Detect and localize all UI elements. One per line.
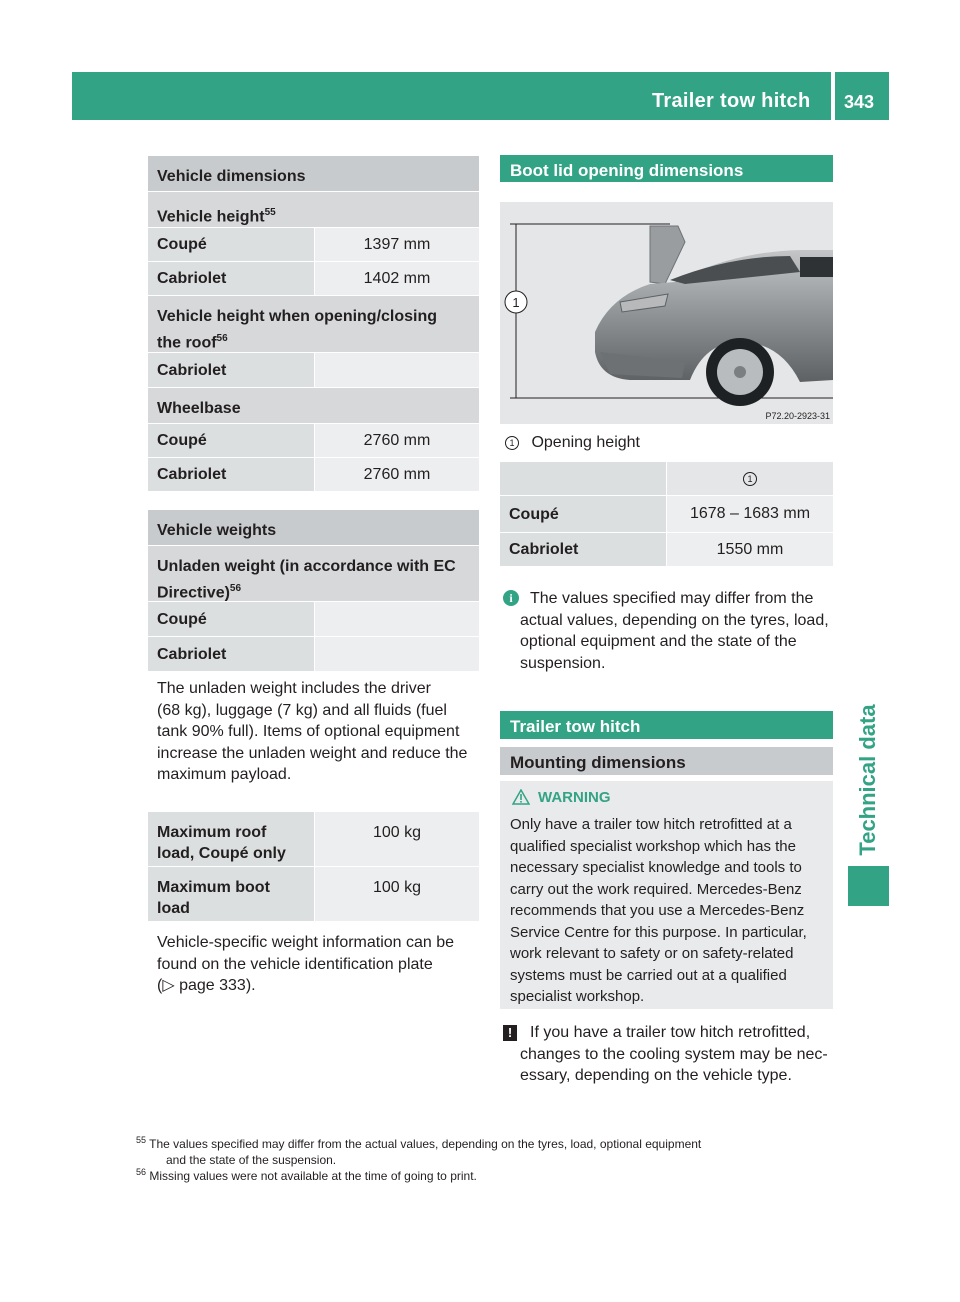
callout-legend: 1 Opening height (505, 432, 640, 454)
table-row-value (315, 602, 479, 636)
table-header-callout: 1 (667, 462, 833, 495)
table-row-label: Cabriolet (148, 262, 315, 295)
wheelbase-heading: Wheelbase (148, 388, 479, 423)
vehicle-weights-table (148, 510, 479, 672)
table-title: Vehicle dimensions (148, 156, 479, 191)
table-row-label: Coupé (148, 228, 315, 261)
unladen-paragraph: The unladen weight includes the driver (68 kg), luggage (7 kg) and all fluids (fuel tank 90% full). Items of optional equipment increase the unladen weight and reduce the maximum payload. (157, 680, 468, 783)
plate-paragraph: Vehicle-specific weight information can be found on the vehicle identification plate (▷ page 333). (157, 934, 455, 994)
info-note: The values specified may differ from the actual values, depending on the tyres, load, optional equipment and the state of the suspension. (520, 590, 829, 672)
image-code: P72.20-2923-31 (765, 411, 830, 421)
car-rear-illustration (500, 202, 833, 424)
table-row-label: Coupé (500, 496, 667, 532)
page-number: 343 (844, 92, 875, 112)
table-row-value: 1402 mm (315, 262, 479, 295)
notice-paragraph: If you have a trailer tow hitch retrofitted, changes to the cooling system may be nec- essary, depending on the vehicle type. (520, 1024, 828, 1084)
table-row-label: Cabriolet (500, 533, 667, 566)
table-row-value: 100 kg (315, 867, 479, 921)
table-row-label: Maximum boot load (148, 867, 315, 921)
table-row-value: 2760 mm (315, 458, 479, 491)
table-row-value: 1550 mm (667, 533, 833, 566)
table-row-label: Maximum roof load, Coupé only (148, 812, 315, 866)
table-row-value: 1678 – 1683 mm (667, 496, 833, 532)
load-table (148, 812, 479, 922)
opening-height-table (500, 462, 833, 567)
warning-text: Only have a trailer tow hitch retrofitted at a qualified specialist workshop which has the necessary specialist knowledge and tools to carry out the work required. Mercedes-Benz recommends that you use a Mercedes-Benz Service Centre for this purpose. In particular, work relevant to safety or on safety-related systems must be carried out at a qualified specialist workshop. (510, 816, 807, 1005)
table-row-label: Coupé (148, 602, 315, 636)
footnote-56: $^{56}$ Missing values were not available at the time of going to print. (136, 1167, 477, 1183)
side-tab-label: Technical data (855, 704, 880, 856)
warning-icon (512, 789, 530, 805)
warning-box (500, 781, 833, 1009)
roof-height-heading: Vehicle height when opening/closing the roof$^{56}$ (148, 296, 479, 352)
warning-title: WARNING (538, 789, 611, 806)
side-tab-marker (848, 866, 889, 906)
unladen-heading: Unladen weight (in accordance with EC Directive)$^{56}$ (148, 546, 479, 601)
boot-lid-image (500, 202, 833, 424)
table-header-empty (500, 462, 667, 495)
side-tab (848, 630, 889, 856)
mounting-heading: Mounting dimensions (500, 747, 833, 775)
table-row-value: 2760 mm (315, 424, 479, 457)
vehicle-dimensions-table (148, 156, 479, 492)
table-row-label: Cabriolet (148, 353, 315, 387)
callout-icon: 1 (505, 436, 519, 450)
table-row-label: Coupé (148, 424, 315, 457)
footnote-55: $^{55}$ The values specified may differ from the actual values, depending on the tyres, load, optional equipment and the state of the suspension. (136, 1135, 702, 1167)
table-title: Vehicle weights (148, 510, 479, 545)
table-row-value: 1397 mm (315, 228, 479, 261)
callout-number-1: 1 (512, 295, 520, 310)
table-row-value (315, 353, 479, 387)
height-heading: Vehicle height$^{55}$ (148, 192, 479, 227)
info-icon: i (503, 590, 519, 606)
notice-icon: ! (503, 1025, 517, 1041)
section-title: Trailer tow hitch (652, 90, 811, 112)
table-row-label: Cabriolet (148, 637, 315, 671)
table-row-value: 100 kg (315, 812, 479, 866)
table-row-label: Cabriolet (148, 458, 315, 491)
boot-lid-heading: Boot lid opening dimensions (500, 155, 833, 182)
trailer-heading: Trailer tow hitch (500, 711, 833, 739)
table-row-value (315, 637, 479, 671)
